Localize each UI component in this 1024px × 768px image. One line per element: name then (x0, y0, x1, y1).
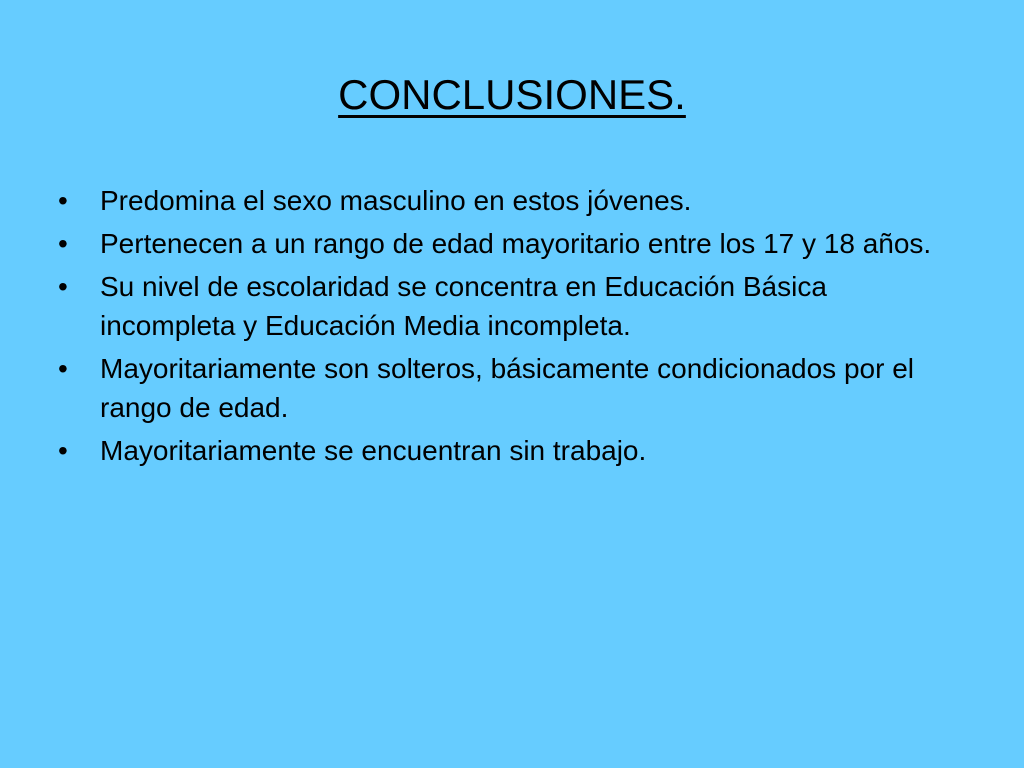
bullet-text: Mayoritariamente se encuentran sin trabajo. (100, 435, 647, 466)
slide-title: CONCLUSIONES. (338, 71, 686, 118)
bullet-text: Su nivel de escolaridad se concentra en Educación Básica incompleta y Educación Media incompleta. (100, 271, 827, 341)
bullet-icon: • (58, 228, 68, 259)
bullet-text: Pertenecen a un rango de edad mayoritario entre los 17 y 18 años. (100, 228, 932, 259)
bullet-item (58, 431, 958, 470)
bullet-icon: • (58, 271, 68, 302)
bullet-text: Mayoritariamente son solteros, básicamente condicionados por el rango de edad. (100, 353, 914, 423)
bullet-item (58, 267, 958, 345)
bullet-icon: • (58, 185, 68, 216)
bullet-icon: • (58, 353, 68, 384)
bullet-item (58, 224, 958, 263)
bullet-list (58, 181, 958, 474)
bullet-item (58, 349, 958, 427)
bullet-icon: • (58, 435, 68, 466)
bullet-text: Predomina el sexo masculino en estos jóvenes. (100, 185, 692, 216)
bullet-item (58, 181, 958, 220)
